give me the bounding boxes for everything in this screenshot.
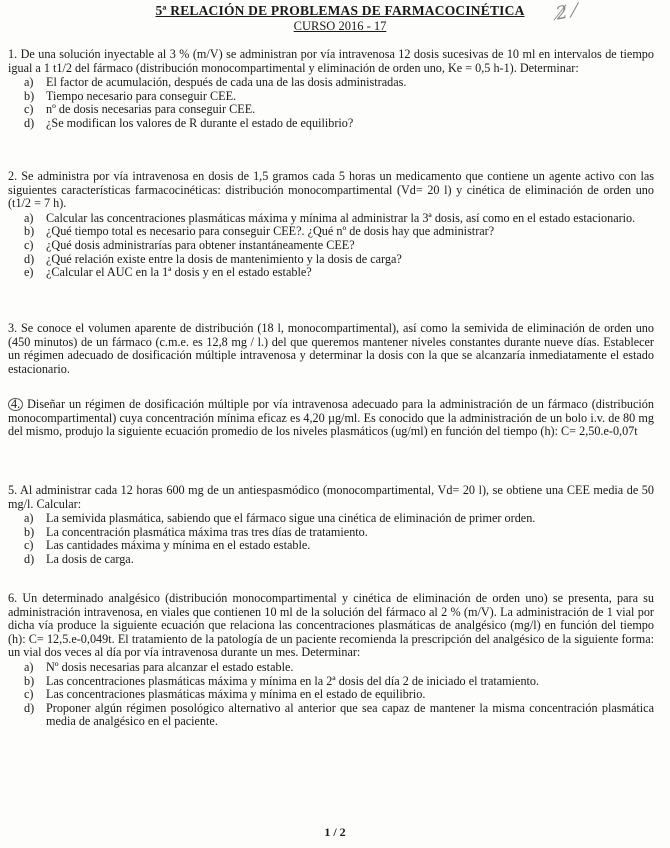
problem-item: e) ¿Calcular el AUC en la 1ª dosis y en el estado estable? bbox=[24, 265, 312, 280]
problem-1 bbox=[8, 48, 654, 131]
handwritten-mark: 2̸ ⁄ bbox=[554, 0, 578, 25]
document-subtitle: CURSO 2016 - 17 bbox=[293, 19, 387, 33]
problem-6 bbox=[8, 592, 654, 729]
page-number: 1 / 2 bbox=[324, 825, 346, 839]
problem-item: c) ¿Qué dosis administrarías para obtener instantáneamente CEE? bbox=[24, 237, 355, 252]
problem-item: d) La dosis de carga. bbox=[24, 551, 134, 566]
problem-statement: 5. Al administrar cada 12 horas 600 mg de un antiespasmódico (monocompartimental, Vd= 20 l), se obtiene una CEE media de 50 mg/l. Calcular: bbox=[8, 483, 654, 511]
problem-item: a) La semivida plasmática, sabiendo que el fármaco sigue una cinética de eliminación de primer orden. bbox=[24, 511, 536, 526]
problem-statement: 4. Diseñar un régimen de dosificación múltiple por vía intravenosa adecuado para la administración de un fármaco (distribución monocompartimental) cuya concentración mínima eficaz es 4,20 µg/ml. Es conocido que la administración de un bolo i.v. de 80 mg del mismo, produjo la siguiente ecuación promedio de los niveles plasmáticos (ug/ml) en función del tiempo (h): C= 2,50.e-0,07t bbox=[8, 397, 654, 439]
problem-item: c) Las cantidades máxima y mínima en el estado estable. bbox=[24, 538, 311, 553]
problem-item: a) El factor de acumulación, después de cada una de las dosis administradas. bbox=[24, 75, 407, 90]
problem-statement: 3. Se conoce el volumen aparente de distribución (18 l, monocompartimental), así como la semivida de eliminación de orden uno (450 minutos) de un fármaco (c.m.e. es 12,8 mg / l.) del que queremos mantener niveles constantes durante nueve días. Establecer un régimen adecuado de dosificación múltiple intravenosa y determinar la dosis con la que se alcanzaría inmediatamente el estado estacionario. bbox=[8, 321, 654, 376]
problem-item: d) ¿Qué relación existe entre la dosis de mantenimiento y la dosis de carga? bbox=[24, 251, 402, 266]
problem-item: b) Las concentraciones plasmáticas máxima y mínima en la 2ª dosis del día 2 de iniciado el tratamiento. bbox=[24, 673, 540, 688]
problem-item: c) Las concentraciones plasmáticas máxima y mínima en el estado de equilibrio. bbox=[24, 687, 426, 702]
problem-item: a) Nº dosis necesarias para alcanzar el estado estable. bbox=[24, 659, 294, 674]
circled-problem-number: 4. bbox=[8, 398, 23, 411]
problem-item: a) Calcular las concentraciones plasmáticas máxima y mínima al administrar la 3ª dosis, así como en el estado estacionario. bbox=[24, 210, 636, 225]
document-title: 5ª RELACIÓN DE PROBLEMAS DE FARMACOCINÉTICA bbox=[155, 3, 525, 18]
problem-item: d) ¿Se modifican los valores de R durante el estado de equilibrio? bbox=[24, 115, 354, 130]
problem-3 bbox=[8, 322, 654, 376]
problem-5 bbox=[8, 484, 654, 567]
problem-4 bbox=[8, 398, 654, 439]
problem-statement: 2. Se administra por vía intravenosa en dosis de 1,5 gramos cada 5 horas un medicamento que contiene un agente activo con las siguientes características farmacocinéticas: distribución monocompartimental (Vd= 20 l) y cinética de eliminación de orden uno (t1/2 = 7 h). bbox=[8, 169, 654, 211]
problem-item: c) nº de dosis necesarias para conseguir CEE. bbox=[24, 102, 256, 117]
problem-2 bbox=[8, 170, 654, 280]
problem-item: b) Tiempo necesario para conseguir CEE. bbox=[24, 88, 237, 103]
problem-statement: 6. Un determinado analgésico (distribución monocompartimental y cinética de eliminación de orden uno) se presenta, para su administración intravenosa, en viales que contienen 10 ml de la solución del fármaco al 2 % (m/V). La administración de 1 vial por dicha vía produce la siguiente ecuación que relaciona las concentraciones plasmáticas de analgésico (mg/l) en función del tiempo (h): C= 12,5.e-0,049t. El tratamiento de la patología de un paciente recomienda la prescripción del analgésico de la siguiente forma: un vial dos veces al día por vía intravenosa durante un mes. Determinar: bbox=[8, 591, 654, 660]
problem-item: d) Proponer algún régimen posológico alternativo al anterior que sea capaz de mantener la misma concentración plasmática media de analgésico en el paciente. bbox=[24, 700, 654, 729]
problem-statement: 1. De una solución inyectable al 3 % (m/V) se administran por vía intravenosa 12 dosis sucesivas de 10 ml en intervalos de tiempo igual a 1 t1/2 del fármaco (distribución monocompartimental y eliminación de orden uno, Ke = 0,5 h-1). Determinar: bbox=[8, 47, 654, 75]
problem-item: b) ¿Qué tiempo total es necesario para conseguir CEE?. ¿Qué nº de dosis hay que administrar? bbox=[24, 224, 495, 239]
problem-item: b) La concentración plasmática máxima tras tres días de tratamiento. bbox=[24, 524, 368, 539]
